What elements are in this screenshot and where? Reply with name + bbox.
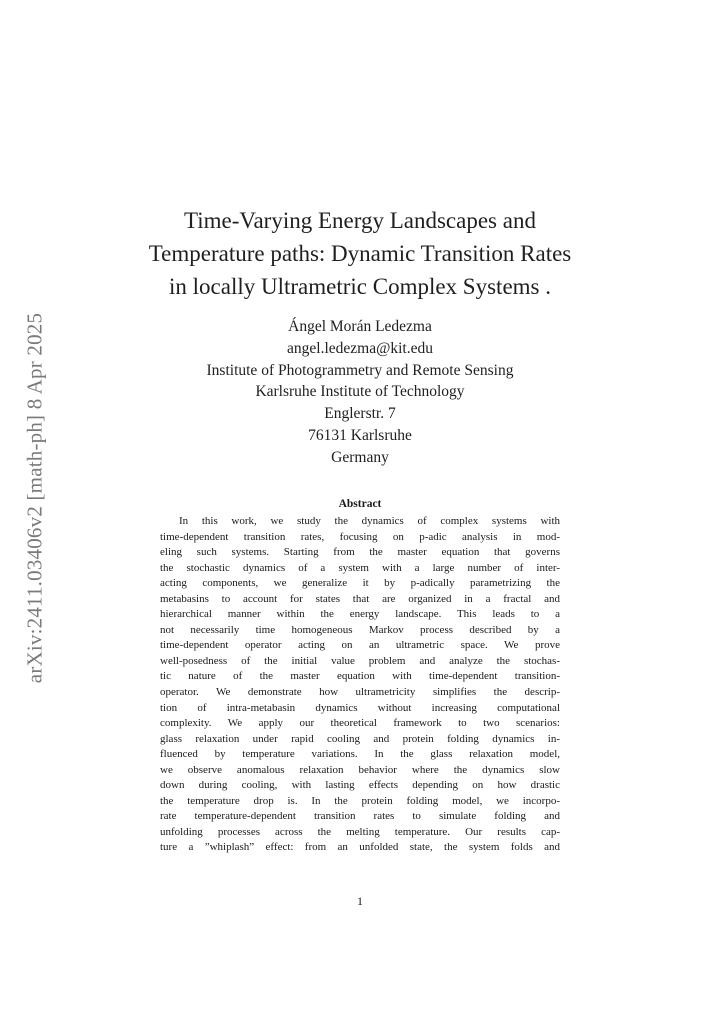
abstract-line: In this work, we study the dynamics of complex systems with <box>179 515 560 527</box>
abstract-line: the stochastic dynamics of a system with a large number of inter- <box>160 561 560 574</box>
abstract-line: complexity. We apply our theoretical framework to two scenarios: <box>160 717 560 730</box>
author-city: 76131 Karlsruhe <box>308 426 412 444</box>
author-email: angel.ledezma@kit.edu <box>287 339 433 357</box>
page-number: 1 <box>357 894 363 908</box>
arxiv-identifier: arXiv:2411.03406v2 [math-ph] 8 Apr 2025 <box>22 312 47 684</box>
abstract-line: we observe anomalous relaxation behavior where the dynamics slow <box>160 763 560 776</box>
abstract-line: not necessarily time homogeneous Markov process described by a <box>160 623 560 636</box>
abstract-line: fluenced by temperature variations. In the glass relaxation model, <box>160 748 560 761</box>
abstract-line: operator. We demonstrate how ultrametricity simplifies the descrip- <box>160 686 560 699</box>
author-country: Germany <box>331 448 389 466</box>
abstract-heading: Abstract <box>338 498 382 510</box>
title-line: in locally Ultrametric Complex Systems . <box>169 274 551 299</box>
abstract-line: tic nature of the master equation with time-dependent transition- <box>160 670 560 683</box>
abstract-line: unfolding processes across the melting temperature. Our results cap- <box>160 825 560 838</box>
author-street: Englerstr. 7 <box>324 405 396 423</box>
title-line: Temperature paths: Dynamic Transition Rates <box>148 241 572 266</box>
author-institute: Institute of Photogrammetry and Remote Sensing <box>206 361 514 379</box>
abstract-line: tion of intra-metabasin dynamics without increasing computational <box>160 701 560 714</box>
abstract-line: rate temperature-dependent transition rates to simulate folding and <box>160 810 560 823</box>
abstract-line: glass relaxation under rapid cooling and protein folding dynamics in- <box>160 732 560 745</box>
abstract-line: time-dependent operator acting on an ultrametric space. We prove <box>160 639 560 652</box>
abstract-line: down during cooling, with lasting effects depending on how drastic <box>160 779 560 792</box>
abstract-line: the temperature drop is. In the protein folding model, we incorpo- <box>160 794 560 807</box>
author-university: Karlsruhe Institute of Technology <box>255 383 465 401</box>
abstract-line: time-dependent transition rates, focusing on p-adic analysis in mod- <box>160 530 560 543</box>
abstract-line: eling such systems. Starting from the master equation that governs <box>160 546 560 559</box>
paper-title <box>110 204 610 303</box>
abstract-line: well-posedness of the initial value problem and analyze the stochas- <box>160 654 560 667</box>
abstract-line: acting components, we generalize it by p-adically parametrizing the <box>160 577 560 590</box>
abstract-line: metabasins to account for states that are organized in a fractal and <box>160 592 560 605</box>
abstract-body <box>160 514 560 856</box>
abstract-line: hierarchical manner within the energy landscape. This leads to a <box>160 608 560 621</box>
abstract-line: ture a ”whiplash” effect: from an unfolded state, the system folds and <box>160 841 560 854</box>
title-line: Time-Varying Energy Landscapes and <box>184 208 536 233</box>
author-block <box>110 316 610 469</box>
author-name: Ángel Morán Ledezma <box>288 318 432 335</box>
